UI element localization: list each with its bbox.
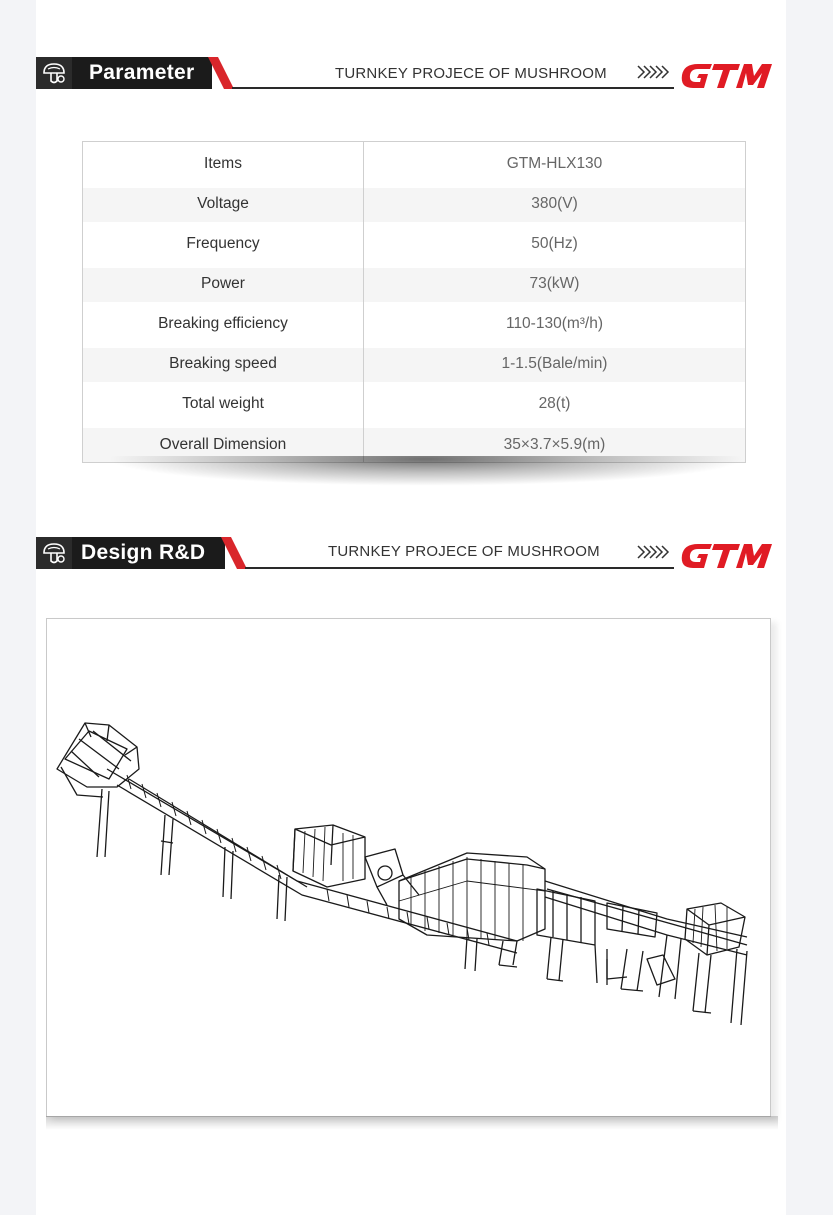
row-label: Voltage xyxy=(83,188,364,222)
gtm-logo xyxy=(678,61,776,91)
gtm-logo xyxy=(678,541,776,571)
section-title: Design R&D xyxy=(81,541,206,564)
row-label: Total weight xyxy=(83,382,364,428)
row-label: Power xyxy=(83,268,364,302)
row-label: Breaking efficiency xyxy=(83,302,364,348)
design-section-header xyxy=(36,537,786,571)
table-row xyxy=(83,348,746,382)
parameter-section-header xyxy=(36,57,786,91)
table-row xyxy=(83,268,746,302)
row-label: Items xyxy=(83,142,364,189)
table-row xyxy=(83,142,746,189)
row-value: 380(V) xyxy=(364,188,746,222)
row-value: GTM-HLX130 xyxy=(364,142,746,189)
mushroom-icon xyxy=(41,60,67,86)
chevrons-right-icon xyxy=(637,544,671,560)
row-label: Frequency xyxy=(83,222,364,268)
page xyxy=(36,0,786,1215)
row-value: 1-1.5(Bale/min) xyxy=(364,348,746,382)
row-value: 110-130(m³/h) xyxy=(364,302,746,348)
header-red-slash xyxy=(208,57,236,89)
table-row xyxy=(83,222,746,268)
header-underline xyxy=(232,87,674,89)
section-title: Parameter xyxy=(89,61,195,84)
row-value: 35×3.7×5.9(m) xyxy=(364,428,746,463)
table-row xyxy=(83,302,746,348)
header-icon-box xyxy=(36,57,72,89)
section-tagline: TURNKEY PROJECE OF MUSHROOM xyxy=(335,65,607,82)
table-shadow xyxy=(106,456,746,486)
row-value: 50(Hz) xyxy=(364,222,746,268)
table-row xyxy=(83,382,746,428)
machine-line-drawing xyxy=(47,619,770,1116)
section-tagline: TURNKEY PROJECE OF MUSHROOM xyxy=(328,543,600,560)
row-value: 28(t) xyxy=(364,382,746,428)
row-value: 73(kW) xyxy=(364,268,746,302)
mushroom-icon xyxy=(41,540,67,566)
parameter-table xyxy=(82,141,746,463)
frame-shadow xyxy=(46,1116,778,1130)
table-row xyxy=(83,188,746,222)
design-drawing-frame xyxy=(46,618,771,1117)
chevrons-right-icon xyxy=(637,64,671,80)
header-icon-box xyxy=(36,537,72,569)
row-label: Overall Dimension xyxy=(83,428,364,463)
header-underline xyxy=(245,567,674,569)
header-red-slash xyxy=(221,537,249,569)
row-label: Breaking speed xyxy=(83,348,364,382)
